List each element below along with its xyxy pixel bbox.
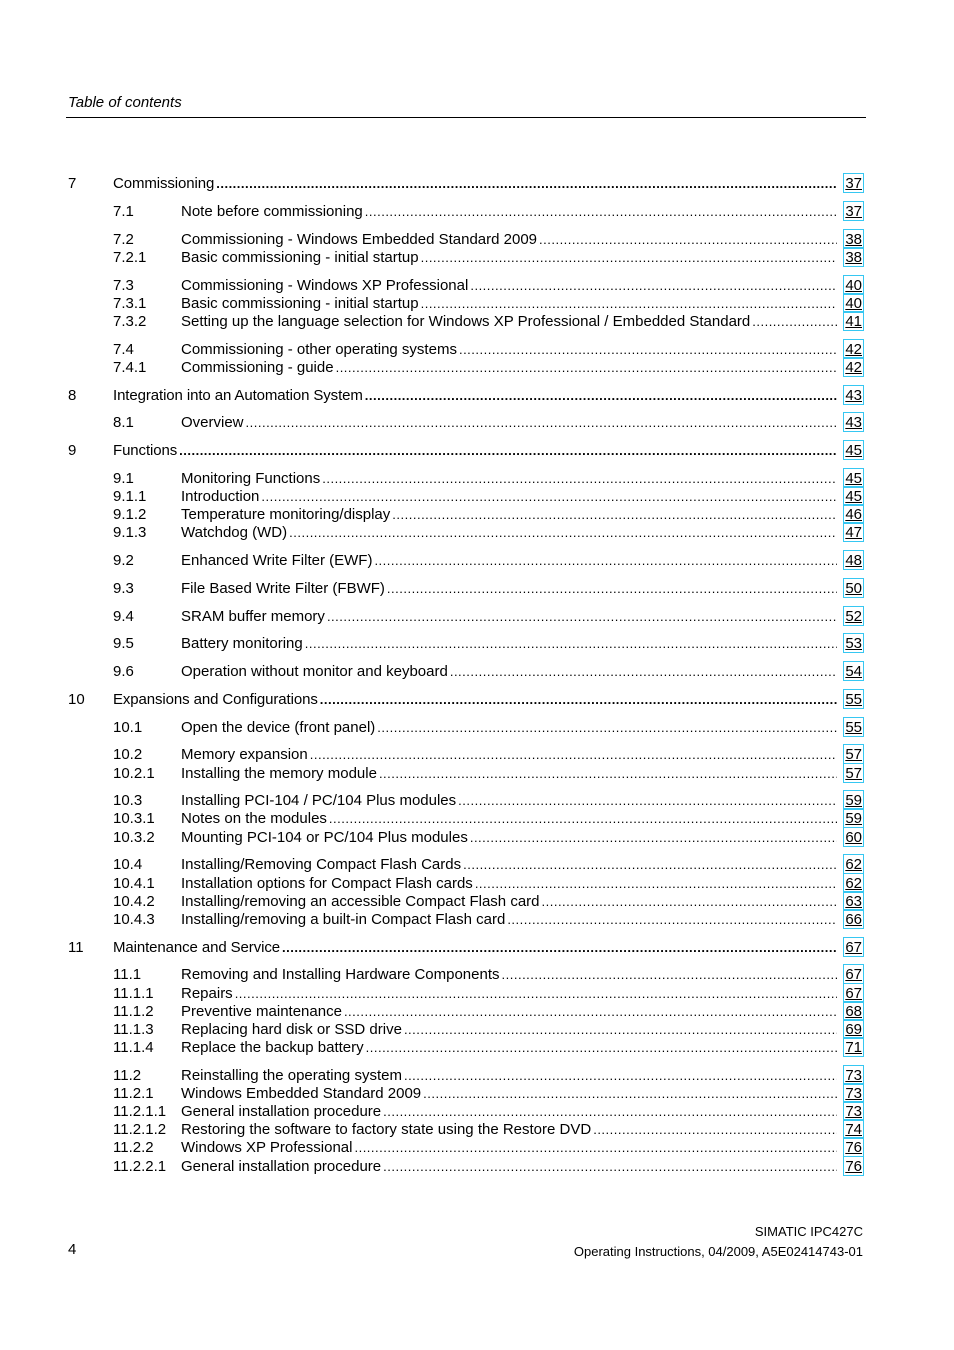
toc-leader-dots xyxy=(383,1158,837,1176)
toc-title: Basic commissioning - initial startup xyxy=(181,295,419,312)
toc-leader-dots xyxy=(246,414,837,432)
toc-section-row xyxy=(0,341,954,359)
toc-entry xyxy=(181,414,840,432)
toc-number: 11.2.2.1 xyxy=(113,1158,167,1175)
toc-leader-dots xyxy=(593,1121,837,1139)
toc-number: 9.1.2 xyxy=(113,506,147,523)
toc-page-link[interactable]: 42 xyxy=(845,341,862,358)
toc-title: Restoring the software to factory state using the Restore DVD xyxy=(181,1121,592,1138)
toc-page-link[interactable]: 57 xyxy=(845,746,862,763)
toc-page-link[interactable]: 67 xyxy=(845,985,862,1002)
toc-entry xyxy=(181,524,840,542)
toc-title: Commissioning - other operating systems xyxy=(181,341,457,358)
toc-entry xyxy=(181,552,840,570)
toc-number: 11.2.1.2 xyxy=(113,1121,167,1138)
toc-entry xyxy=(181,470,840,488)
toc-entry xyxy=(181,829,840,847)
toc-section-row xyxy=(0,249,954,267)
toc-section-row xyxy=(0,1039,954,1057)
toc-number: 9 xyxy=(68,442,77,459)
toc-page-link[interactable]: 45 xyxy=(845,470,862,487)
toc-leader-dots xyxy=(404,1021,837,1039)
toc-section-row xyxy=(0,295,954,313)
toc-title: Open the device (front panel) xyxy=(181,719,376,736)
toc-chapter-row xyxy=(0,387,954,405)
toc-page-link[interactable]: 59 xyxy=(845,792,862,809)
toc-entry xyxy=(181,1121,840,1139)
toc-entry xyxy=(113,175,840,193)
toc-number: 8 xyxy=(68,387,77,404)
toc-section-row xyxy=(0,1021,954,1039)
toc-title: Windows Embedded Standard 2009 xyxy=(181,1085,422,1102)
toc-title: Functions xyxy=(113,442,178,459)
toc-section-row xyxy=(0,635,954,653)
toc-section-row xyxy=(0,277,954,295)
toc-section-row xyxy=(0,663,954,681)
toc-number: 10.4.3 xyxy=(113,911,155,928)
toc-page-link[interactable]: 37 xyxy=(845,175,862,192)
toc-entry xyxy=(181,249,840,267)
toc-page-link[interactable]: 45 xyxy=(845,442,862,459)
toc-leader-dots xyxy=(374,552,837,570)
toc-section-row xyxy=(0,792,954,810)
toc-page-link[interactable]: 74 xyxy=(845,1121,862,1138)
toc-title: Removing and Installing Hardware Components xyxy=(181,966,500,983)
toc-leader-dots xyxy=(305,635,837,653)
toc-leader-dots xyxy=(387,580,837,598)
toc-section-row xyxy=(0,875,954,893)
toc-title: Operation without monitor and keyboard xyxy=(181,663,448,680)
toc-section-row xyxy=(0,608,954,626)
toc-entry xyxy=(181,765,840,783)
toc-number: 11.2.1.1 xyxy=(113,1103,167,1120)
toc-title: Note before commissioning xyxy=(181,203,363,220)
toc-page-link[interactable]: 57 xyxy=(845,765,862,782)
toc-number: 9.1 xyxy=(113,470,134,487)
toc-leader-dots xyxy=(421,249,837,267)
toc-number: 11.1.1 xyxy=(113,985,154,1002)
toc-number: 7.1 xyxy=(113,203,134,220)
toc-page-link[interactable]: 40 xyxy=(845,277,862,294)
toc-leader-dots xyxy=(450,663,837,681)
toc-title: Notes on the modules xyxy=(181,810,327,827)
toc-section-row xyxy=(0,524,954,542)
toc-number: 7.2.1 xyxy=(113,249,147,266)
toc-number: 7.3 xyxy=(113,277,134,294)
toc-chapter-row xyxy=(0,939,954,957)
toc-number: 8.1 xyxy=(113,414,134,431)
toc-number: 7.4.1 xyxy=(113,359,147,376)
toc-title: Memory expansion xyxy=(181,746,308,763)
toc-section-row xyxy=(0,313,954,331)
toc-leader-dots xyxy=(310,746,837,764)
toc-section-row xyxy=(0,470,954,488)
header-title: Table of contents xyxy=(68,94,182,111)
toc-page-link[interactable]: 68 xyxy=(845,1003,862,1020)
toc-entry xyxy=(181,1039,840,1057)
toc-page-link[interactable]: 48 xyxy=(845,552,862,569)
toc-page-link[interactable]: 52 xyxy=(845,608,862,625)
toc-title: Windows XP Professional xyxy=(181,1139,353,1156)
toc-leader-dots xyxy=(379,765,837,783)
toc-title: Monitoring Functions xyxy=(181,470,321,487)
toc-entry xyxy=(181,1003,840,1021)
toc-page-link[interactable]: 54 xyxy=(845,663,862,680)
toc-title: Enhanced Write Filter (EWF) xyxy=(181,552,373,569)
toc-entry xyxy=(181,663,840,681)
toc-leader-dots xyxy=(179,442,837,460)
toc-section-row xyxy=(0,231,954,249)
toc-section-row xyxy=(0,911,954,929)
toc-title: Commissioning xyxy=(113,175,215,192)
toc-entry xyxy=(181,985,840,1003)
toc-entry xyxy=(181,231,840,249)
toc-entry xyxy=(181,856,840,874)
toc-number: 10.3.2 xyxy=(113,829,155,846)
toc-leader-dots xyxy=(458,792,837,810)
toc-title: General installation procedure xyxy=(181,1158,382,1175)
toc-title: Expansions and Configurations xyxy=(113,691,318,708)
toc-leader-dots xyxy=(507,911,837,929)
toc-page-link[interactable]: 60 xyxy=(845,829,862,846)
toc-leader-dots xyxy=(366,1039,837,1057)
toc-number: 9.4 xyxy=(113,608,134,625)
toc-page-link[interactable]: 71 xyxy=(845,1039,862,1056)
footer-page-number: 4 xyxy=(68,1241,77,1258)
toc-leader-dots xyxy=(404,1067,837,1085)
toc-number: 11.1.2 xyxy=(113,1003,154,1020)
toc-page-link[interactable]: 43 xyxy=(845,387,862,404)
toc-section-row xyxy=(0,414,954,432)
toc-section-row xyxy=(0,1085,954,1103)
toc-number: 9.6 xyxy=(113,663,134,680)
toc-leader-dots xyxy=(329,810,837,828)
toc-title: Basic commissioning - initial startup xyxy=(181,249,419,266)
toc-page-link[interactable]: 42 xyxy=(845,359,862,376)
toc-entry xyxy=(113,939,840,957)
toc-number: 9.5 xyxy=(113,635,134,652)
toc-section-row xyxy=(0,488,954,506)
toc-entry xyxy=(181,792,840,810)
toc-number: 11.1 xyxy=(113,966,142,983)
toc-number: 9.3 xyxy=(113,580,134,597)
toc-section-row xyxy=(0,1158,954,1176)
toc-number: 10.2 xyxy=(113,746,143,763)
toc-title: Replace the backup battery xyxy=(181,1039,364,1056)
toc-title: Replacing hard disk or SSD drive xyxy=(181,1021,402,1038)
toc-number: 10.4 xyxy=(113,856,143,873)
toc-section-row xyxy=(0,203,954,221)
toc-leader-dots xyxy=(470,829,837,847)
toc-entry xyxy=(181,203,840,221)
toc-title: File Based Write Filter (FBWF) xyxy=(181,580,385,597)
toc-title: Commissioning - Windows Embedded Standard 2009 xyxy=(181,231,538,248)
toc-leader-dots xyxy=(392,506,837,524)
toc-title: Installing/removing an accessible Compact Flash card xyxy=(181,893,540,910)
toc-number: 7 xyxy=(68,175,77,192)
toc-section-row xyxy=(0,810,954,828)
toc-entry xyxy=(181,1103,840,1121)
toc-entry xyxy=(181,295,840,313)
toc-title: SRAM buffer memory xyxy=(181,608,325,625)
toc-leader-dots xyxy=(327,608,837,626)
toc-leader-dots xyxy=(235,985,837,1003)
toc-number: 10.4.1 xyxy=(113,875,155,892)
toc-section-row xyxy=(0,985,954,1003)
toc-page-link[interactable]: 66 xyxy=(845,911,862,928)
toc-number: 10.3 xyxy=(113,792,143,809)
toc-page-link[interactable]: 67 xyxy=(845,939,862,956)
toc-leader-dots xyxy=(216,175,837,193)
toc-leader-dots xyxy=(463,856,837,874)
toc-title: Commissioning - guide xyxy=(181,359,334,376)
toc-leader-dots xyxy=(322,470,837,488)
toc-leader-dots xyxy=(475,875,837,893)
toc-page-link[interactable]: 40 xyxy=(845,295,862,312)
toc-page-link[interactable]: 59 xyxy=(845,810,862,827)
toc-title: Installing/removing a built-in Compact Flash card xyxy=(181,911,506,928)
toc-number: 9.1.1 xyxy=(113,488,147,505)
toc-leader-dots xyxy=(542,893,838,911)
toc-entry xyxy=(181,966,840,984)
toc-page-link[interactable]: 69 xyxy=(845,1021,862,1038)
toc-section-row xyxy=(0,1003,954,1021)
toc-page-link[interactable]: 46 xyxy=(845,506,862,523)
toc-leader-dots xyxy=(502,966,837,984)
toc-title: Mounting PCI-104 or PC/104 Plus modules xyxy=(181,829,468,846)
toc-entry xyxy=(181,875,840,893)
toc-entry xyxy=(181,313,840,331)
toc-entry xyxy=(113,387,840,405)
footer-product: SIMATIC IPC427C xyxy=(754,1224,863,1239)
toc-section-row xyxy=(0,1067,954,1085)
toc-number: 11.2 xyxy=(113,1067,142,1084)
toc-section-row xyxy=(0,1121,954,1139)
toc-title: General installation procedure xyxy=(181,1103,382,1120)
toc-entry xyxy=(113,691,840,709)
toc-page-link[interactable]: 76 xyxy=(845,1158,862,1175)
toc-title: Battery monitoring xyxy=(181,635,303,652)
toc-title: Commissioning - Windows XP Professional xyxy=(181,277,469,294)
toc-page-link[interactable]: 38 xyxy=(845,231,862,248)
toc-page-link[interactable]: 62 xyxy=(845,875,862,892)
toc-leader-dots xyxy=(539,231,837,249)
toc-leader-dots xyxy=(320,691,837,709)
toc-leader-dots xyxy=(354,1139,837,1157)
toc-chapter-row xyxy=(0,691,954,709)
toc-entry xyxy=(181,746,840,764)
toc-entry xyxy=(181,359,840,377)
toc-page-link[interactable]: 55 xyxy=(845,691,862,708)
toc-section-row xyxy=(0,1103,954,1121)
toc-number: 10.3.1 xyxy=(113,810,155,827)
toc-chapter-row xyxy=(0,175,954,193)
toc-title: Temperature monitoring/display xyxy=(181,506,391,523)
toc-page-link[interactable]: 73 xyxy=(845,1067,862,1084)
toc-number: 11.2.1 xyxy=(113,1085,154,1102)
toc-leader-dots xyxy=(383,1103,837,1121)
toc-number: 7.3.2 xyxy=(113,313,147,330)
toc-title: Watchdog (WD) xyxy=(181,524,288,541)
toc-page-link[interactable]: 73 xyxy=(845,1103,862,1120)
toc-page-link[interactable]: 38 xyxy=(845,249,862,266)
toc-section-row xyxy=(0,719,954,737)
toc-leader-dots xyxy=(423,1085,837,1103)
toc-title: Overview xyxy=(181,414,244,431)
toc-title: Setting up the language selection for Windows XP Professional / Embedded Standard xyxy=(181,313,751,330)
toc-leader-dots xyxy=(282,939,837,957)
toc-title: Installing the memory module xyxy=(181,765,377,782)
toc-number: 10 xyxy=(68,691,85,708)
toc-title: Installing/Removing Compact Flash Cards xyxy=(181,856,462,873)
toc-page-link[interactable]: 37 xyxy=(845,203,862,220)
toc-leader-dots xyxy=(289,524,837,542)
toc-entry xyxy=(181,1085,840,1103)
toc-number: 11.2.2 xyxy=(113,1139,154,1156)
toc-number: 9.1.3 xyxy=(113,524,147,541)
toc-section-row xyxy=(0,552,954,570)
toc-entry xyxy=(181,911,840,929)
footer-doc-info: Operating Instructions, 04/2009, A5E02414743-01 xyxy=(573,1244,863,1259)
toc-page-link[interactable]: 43 xyxy=(845,414,862,431)
toc-page-link[interactable]: 45 xyxy=(845,488,862,505)
toc-entry xyxy=(181,1021,840,1039)
toc-leader-dots xyxy=(377,719,837,737)
toc-page-link[interactable]: 76 xyxy=(845,1139,862,1156)
toc-section-row xyxy=(0,856,954,874)
toc-title: Repairs xyxy=(181,985,233,1002)
toc-title: Preventive maintenance xyxy=(181,1003,342,1020)
toc-section-row xyxy=(0,829,954,847)
toc-section-row xyxy=(0,1139,954,1157)
toc-number: 10.1 xyxy=(113,719,143,736)
toc-entry xyxy=(181,277,840,295)
toc-leader-dots xyxy=(365,203,837,221)
toc-page-link[interactable]: 63 xyxy=(845,893,862,910)
toc-title: Maintenance and Service xyxy=(113,939,280,956)
toc-section-row xyxy=(0,966,954,984)
toc-entry xyxy=(181,1158,840,1176)
toc-title: Introduction xyxy=(181,488,260,505)
toc-entry xyxy=(181,488,840,506)
toc-page-link[interactable]: 62 xyxy=(845,856,862,873)
toc-number: 10.4.2 xyxy=(113,893,155,910)
toc-page-link[interactable]: 41 xyxy=(845,313,862,330)
toc-entry xyxy=(181,719,840,737)
toc-entry xyxy=(181,893,840,911)
toc-entry xyxy=(181,580,840,598)
toc-leader-dots xyxy=(365,387,837,405)
toc-leader-dots xyxy=(261,488,837,506)
toc-entry xyxy=(181,1067,840,1085)
toc-title: Integration into an Automation System xyxy=(113,387,363,404)
toc-number: 9.2 xyxy=(113,552,134,569)
toc-section-row xyxy=(0,746,954,764)
toc-section-row xyxy=(0,506,954,524)
toc-leader-dots xyxy=(336,359,837,377)
toc-entry xyxy=(181,1139,840,1157)
toc-title: Reinstalling the operating system xyxy=(181,1067,402,1084)
toc-leader-dots xyxy=(344,1003,837,1021)
toc-page-link[interactable]: 50 xyxy=(845,580,862,597)
toc-page-link[interactable]: 55 xyxy=(845,719,862,736)
toc-number: 7.3.1 xyxy=(113,295,147,312)
toc-title: Installing PCI-104 / PC/104 Plus modules xyxy=(181,792,457,809)
toc-title: Installation options for Compact Flash cards xyxy=(181,875,473,892)
toc-leader-dots xyxy=(421,295,837,313)
toc-chapter-row xyxy=(0,442,954,460)
toc-leader-dots xyxy=(752,313,837,331)
toc-page-link[interactable]: 47 xyxy=(845,524,862,541)
toc-section-row xyxy=(0,765,954,783)
toc-entry xyxy=(181,635,840,653)
toc-page-link[interactable]: 73 xyxy=(845,1085,862,1102)
toc-number: 11 xyxy=(68,939,84,956)
toc-number: 7.2 xyxy=(113,231,134,248)
toc-entry xyxy=(181,810,840,828)
toc-entry xyxy=(181,608,840,626)
toc-page-link[interactable]: 53 xyxy=(845,635,862,652)
toc-leader-dots xyxy=(459,341,837,359)
toc-entry xyxy=(113,442,840,460)
toc-section-row xyxy=(0,580,954,598)
toc-number: 7.4 xyxy=(113,341,134,358)
toc-number: 11.1.3 xyxy=(113,1021,154,1038)
toc-section-row xyxy=(0,893,954,911)
toc-section-row xyxy=(0,359,954,377)
toc-entry xyxy=(181,341,840,359)
toc-number: 11.1.4 xyxy=(113,1039,154,1056)
toc-leader-dots xyxy=(470,277,837,295)
header-rule xyxy=(66,117,866,118)
toc-entry xyxy=(181,506,840,524)
toc-number: 10.2.1 xyxy=(113,765,155,782)
toc-page-link[interactable]: 67 xyxy=(845,966,862,983)
